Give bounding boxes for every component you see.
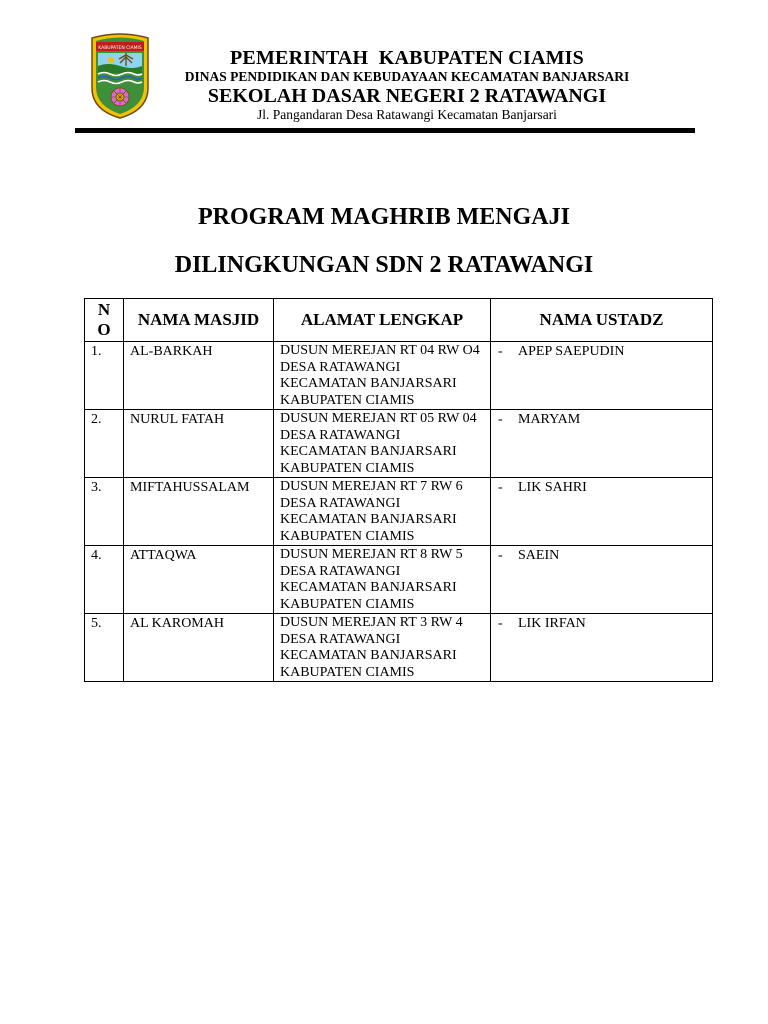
table-row bbox=[85, 614, 713, 682]
row-number: 5. bbox=[85, 614, 124, 682]
mosque-name: AL KAROMAH bbox=[124, 614, 274, 682]
list-bullet: - bbox=[498, 344, 503, 359]
address-line: KABUPATEN CIAMIS bbox=[280, 596, 415, 612]
mosque-name: ATTAQWA bbox=[124, 546, 274, 614]
row-number: 3. bbox=[85, 478, 124, 546]
header-alamat: ALAMAT LENGKAP bbox=[274, 299, 491, 342]
letterhead-government: PEMERINTAH KABUPATEN CIAMIS bbox=[230, 47, 584, 69]
row-number: 4. bbox=[85, 546, 124, 614]
ustadz-cell bbox=[491, 614, 713, 682]
ustadz-cell bbox=[491, 546, 713, 614]
address-line: KECAMATAN BANJARSARI bbox=[280, 512, 457, 527]
mosque-name: MIFTAHUSSALAM bbox=[124, 478, 274, 546]
header-ustadz: NAMA USTADZ bbox=[491, 299, 713, 342]
ustadz-name: LIK SAHRI bbox=[518, 480, 587, 495]
address-line: KECAMATAN BANJARSARI bbox=[280, 648, 457, 663]
mosque-name: NURUL FATAH bbox=[124, 410, 274, 478]
document-title: PROGRAM MAGHRIB MENGAJI bbox=[198, 204, 570, 230]
ustadz-cell bbox=[491, 410, 713, 478]
ustadz-cell bbox=[491, 478, 713, 546]
list-bullet: - bbox=[498, 412, 503, 427]
kabupaten-ciamis-emblem-icon bbox=[88, 30, 152, 120]
header-masjid: NAMA MASJID bbox=[124, 299, 274, 342]
ustadz-name: APEP SAEPUDIN bbox=[518, 344, 625, 359]
mosque-address bbox=[274, 478, 491, 546]
address-line: DESA RATAWANGI bbox=[280, 495, 401, 511]
address-line: KECAMATAN BANJARSARI bbox=[280, 376, 457, 391]
table-row bbox=[85, 410, 713, 478]
letterhead bbox=[160, 47, 654, 123]
row-number: 2. bbox=[85, 410, 124, 478]
address-line: KABUPATEN CIAMIS bbox=[280, 664, 415, 680]
address-line: DUSUN MEREJAN RT 3 RW 4 bbox=[280, 615, 463, 630]
ustadz-cell bbox=[491, 342, 713, 410]
mosque-program-table bbox=[84, 298, 713, 682]
mosque-address bbox=[274, 342, 491, 410]
header-no-line1: N bbox=[97, 300, 111, 319]
ustadz-name: SAEIN bbox=[518, 548, 560, 563]
document-subtitle: DILINGKUNGAN SDN 2 RATAWANGI bbox=[174, 252, 594, 278]
letterhead-divider bbox=[75, 128, 695, 133]
address-line: DUSUN MEREJAN RT 05 RW 04 bbox=[280, 411, 477, 426]
table-header-row bbox=[85, 299, 713, 342]
address-line: KECAMATAN BANJARSARI bbox=[280, 580, 457, 595]
letterhead-department: DINAS PENDIDIKAN DAN KEBUDAYAAN KECAMATAN BANJARSARI bbox=[184, 69, 630, 84]
list-bullet: - bbox=[498, 480, 503, 495]
address-line: KABUPATEN CIAMIS bbox=[280, 392, 415, 408]
address-line: DESA RATAWANGI bbox=[280, 631, 401, 647]
address-line: DUSUN MEREJAN RT 7 RW 6 bbox=[280, 479, 463, 494]
mosque-address bbox=[274, 546, 491, 614]
address-line: DESA RATAWANGI bbox=[280, 427, 401, 443]
table-row bbox=[85, 478, 713, 546]
mosque-address bbox=[274, 614, 491, 682]
address-line: KABUPATEN CIAMIS bbox=[280, 528, 415, 544]
table-row bbox=[85, 546, 713, 614]
address-line: KECAMATAN BANJARSARI bbox=[280, 444, 457, 459]
row-number: 1. bbox=[85, 342, 124, 410]
list-bullet: - bbox=[498, 548, 503, 563]
table-row bbox=[85, 342, 713, 410]
emblem-ribbon-text: KABUPATEN CIAMIS bbox=[98, 46, 142, 51]
mosque-name: AL-BARKAH bbox=[124, 342, 274, 410]
letterhead-school-name: SEKOLAH DASAR NEGERI 2 RATAWANGI bbox=[207, 85, 607, 107]
address-line: DUSUN MEREJAN RT 8 RW 5 bbox=[280, 547, 463, 562]
address-line: DESA RATAWANGI bbox=[280, 563, 401, 579]
ustadz-name: LIK IRFAN bbox=[518, 616, 586, 631]
ustadz-name: MARYAM bbox=[518, 412, 581, 427]
address-line: KABUPATEN CIAMIS bbox=[280, 460, 415, 476]
letterhead-address: Jl. Pangandaran Desa Ratawangi Kecamatan Banjarsari bbox=[257, 107, 557, 122]
header-no bbox=[85, 299, 124, 342]
list-bullet: - bbox=[498, 616, 503, 631]
mosque-address bbox=[274, 410, 491, 478]
header-no-line2: O bbox=[97, 320, 111, 339]
address-line: DUSUN MEREJAN RT 04 RW O4 bbox=[280, 343, 480, 358]
address-line: DESA RATAWANGI bbox=[280, 359, 401, 375]
